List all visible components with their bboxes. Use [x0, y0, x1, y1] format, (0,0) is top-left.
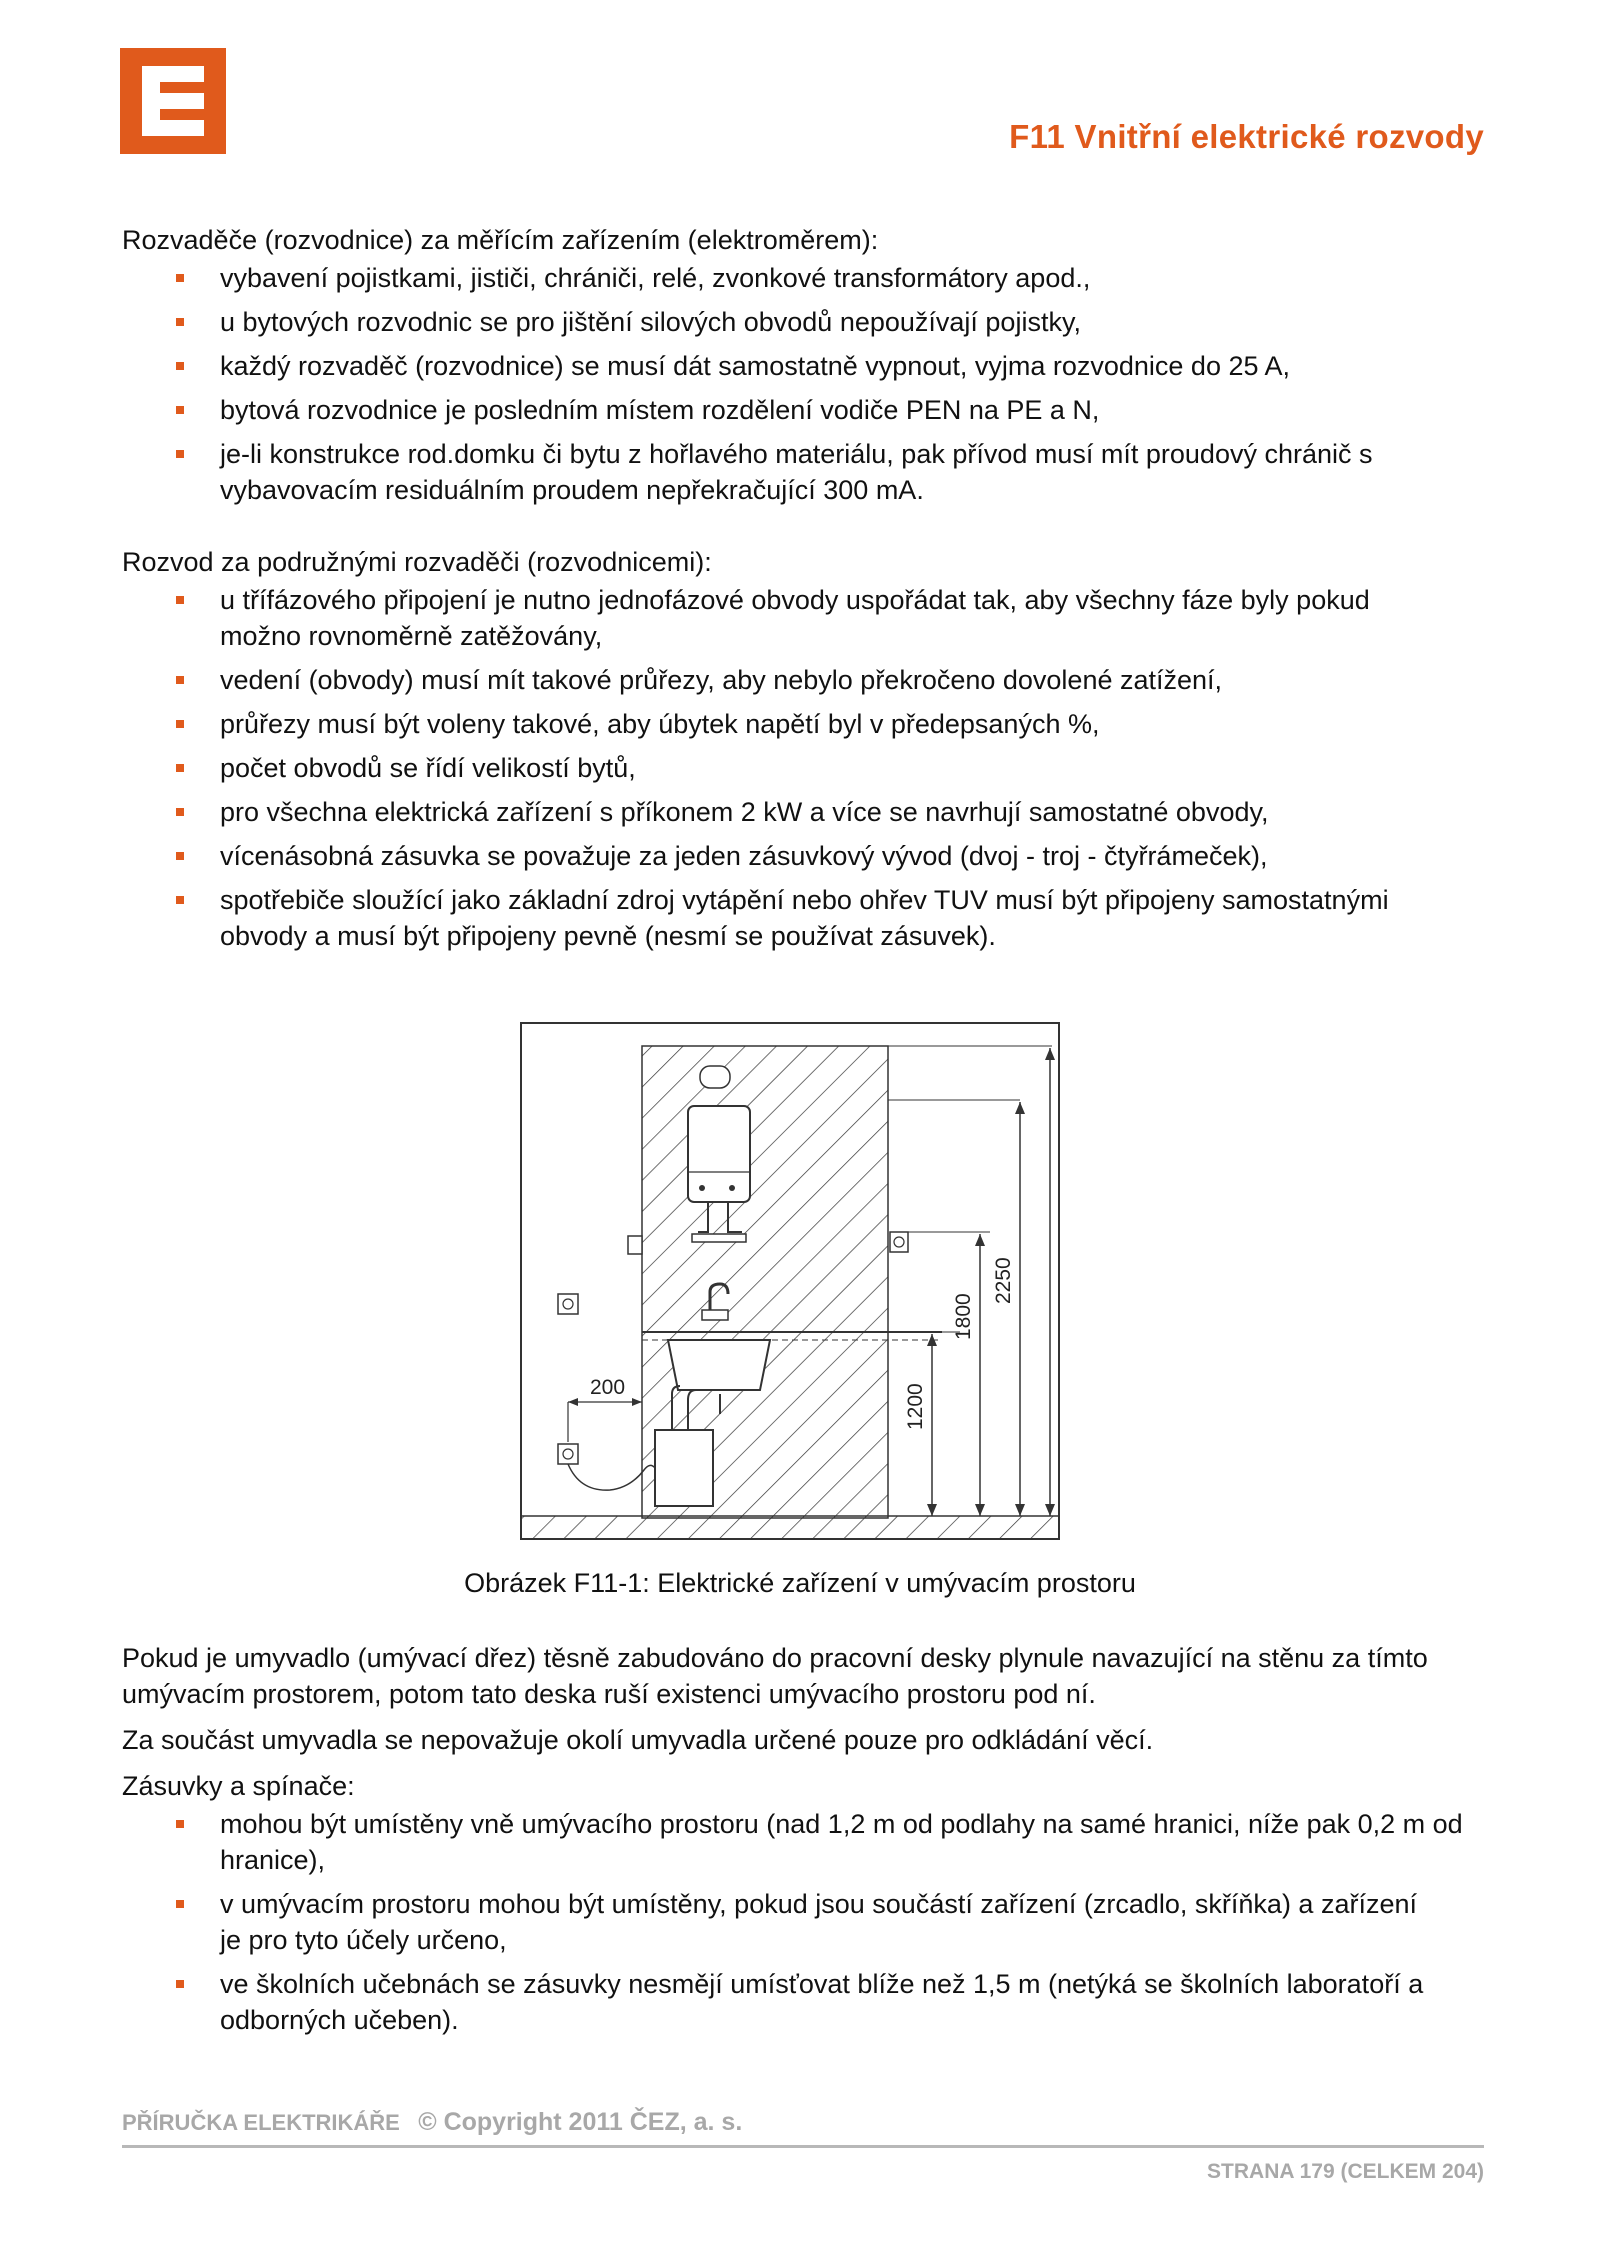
footer-left	[122, 2108, 742, 2137]
water-heater-icon	[688, 1106, 750, 1202]
footer-copyright: © Copyright 2011 ČEZ, a. s.	[418, 2108, 743, 2136]
dimension-2250: 2250	[992, 1257, 1015, 1304]
list-item: u třífázového připojení je nutno jednofázové obvody uspořádat tak, aby všechny fáze byly pokud možno rovnoměrně zatěžovány,	[122, 582, 1482, 654]
switch-icon	[628, 1236, 642, 1254]
section1-intro: Rozvaděče (rozvodnice) za měřícím zařízením (elektroměrem):	[122, 225, 879, 255]
section2-intro: Rozvod za podružnými rozvaděči (rozvodnicemi):	[122, 547, 712, 577]
list-item: mohou být umístěny vně umývacího prostoru (nad 1,2 m od podlahy na samé hranici, níže pak 0,2 m od hranice),	[122, 1806, 1482, 1878]
section3-list	[122, 1806, 1482, 2038]
main-content	[122, 222, 1482, 962]
list-item: spotřebiče sloužící jako základní zdroj vytápění nebo ohřev TUV musí být připojeny samostatnými obvody a musí být připojeny pevně (nesmí se používat zásuvek).	[122, 882, 1482, 954]
dimension-200: 200	[590, 1376, 626, 1399]
list-item: u bytových rozvodnic se pro jištění silových obvodů nepoužívají pojistky,	[122, 304, 1482, 340]
section3-para2: Za součást umyvadla se nepovažuje okolí umyvadla určené pouze pro odkládání věcí.	[122, 1725, 1154, 1755]
footer-title: PŘÍRUČKA ELEKTRIKÁŘE	[122, 2110, 400, 2135]
section3-intro: Zásuvky a spínače:	[122, 1771, 355, 1801]
list-item: ve školních učebnách se zásuvky nesmějí umísťovat blíže než 1,5 m (netýká se školních laboratoří a odborných učeben).	[122, 1966, 1482, 2038]
section1-list	[122, 260, 1482, 508]
undersink-heater-icon	[655, 1430, 713, 1506]
socket-icon	[558, 1444, 578, 1464]
list-item: vedení (obvody) musí mít takové průřezy, aby nebylo překročeno dovolené zatížení,	[122, 662, 1482, 698]
list-item: v umývacím prostoru mohou být umístěny, pokud jsou součástí zařízení (zrcadlo, skříňka) a zařízení je pro tyto účely určeno,	[122, 1886, 1482, 1958]
list-item: bytová rozvodnice je posledním místem rozdělení vodiče PEN na PE a N,	[122, 392, 1482, 428]
lamp-icon	[700, 1066, 730, 1088]
floor	[521, 1516, 1059, 1539]
cez-logo	[120, 48, 226, 154]
list-item: každý rozvaděč (rozvodnice) se musí dát samostatně vypnout, vyjma rozvodnice do 25 A,	[122, 348, 1482, 384]
list-item: průřezy musí být voleny takové, aby úbytek napětí byl v předepsaných %,	[122, 706, 1482, 742]
chapter-title: F11 Vnitřní elektrické rozvody	[1009, 118, 1484, 155]
dimension-1200: 1200	[904, 1383, 927, 1430]
sink-icon	[668, 1340, 770, 1390]
dimension-1800: 1800	[952, 1293, 975, 1340]
page-number: STRANA 179 (CELKEM 204)	[1207, 2160, 1484, 2183]
list-item: počet obvodů se řídí velikostí bytů,	[122, 750, 1482, 786]
socket-icon	[890, 1232, 908, 1252]
washroom-diagram	[520, 1022, 1060, 1540]
list-item: vícenásobná zásuvka se považuje za jeden zásuvkový vývod (dvoj - troj - čtyřrámeček),	[122, 838, 1482, 874]
list-item: pro všechna elektrická zařízení s příkonem 2 kW a více se navrhují samostatné obvody,	[122, 794, 1482, 830]
section2-list	[122, 582, 1482, 954]
list-item: vybavení pojistkami, jističi, chrániči, relé, zvonkové transformátory apod.,	[122, 260, 1482, 296]
socket-icon	[558, 1294, 578, 1314]
list-item: je-li konstrukce rod.domku či bytu z hořlavého materiálu, pak přívod musí mít proudový chránič s vybavovacím residuálním proudem nepřekračující 300 mA.	[122, 436, 1482, 508]
footer-divider	[122, 2145, 1484, 2148]
section3	[122, 1640, 1482, 2046]
figure-caption: Obrázek F11-1: Elektrické zařízení v umývacím prostoru	[464, 1568, 1136, 1598]
section3-para1: Pokud je umyvadlo (umývací dřez) těsně zabudováno do pracovní desky plynule navazující na stěnu za tímto umývacím prostorem, potom tato deska ruší existenci umývacího prostoru pod ní.	[122, 1643, 1428, 1709]
